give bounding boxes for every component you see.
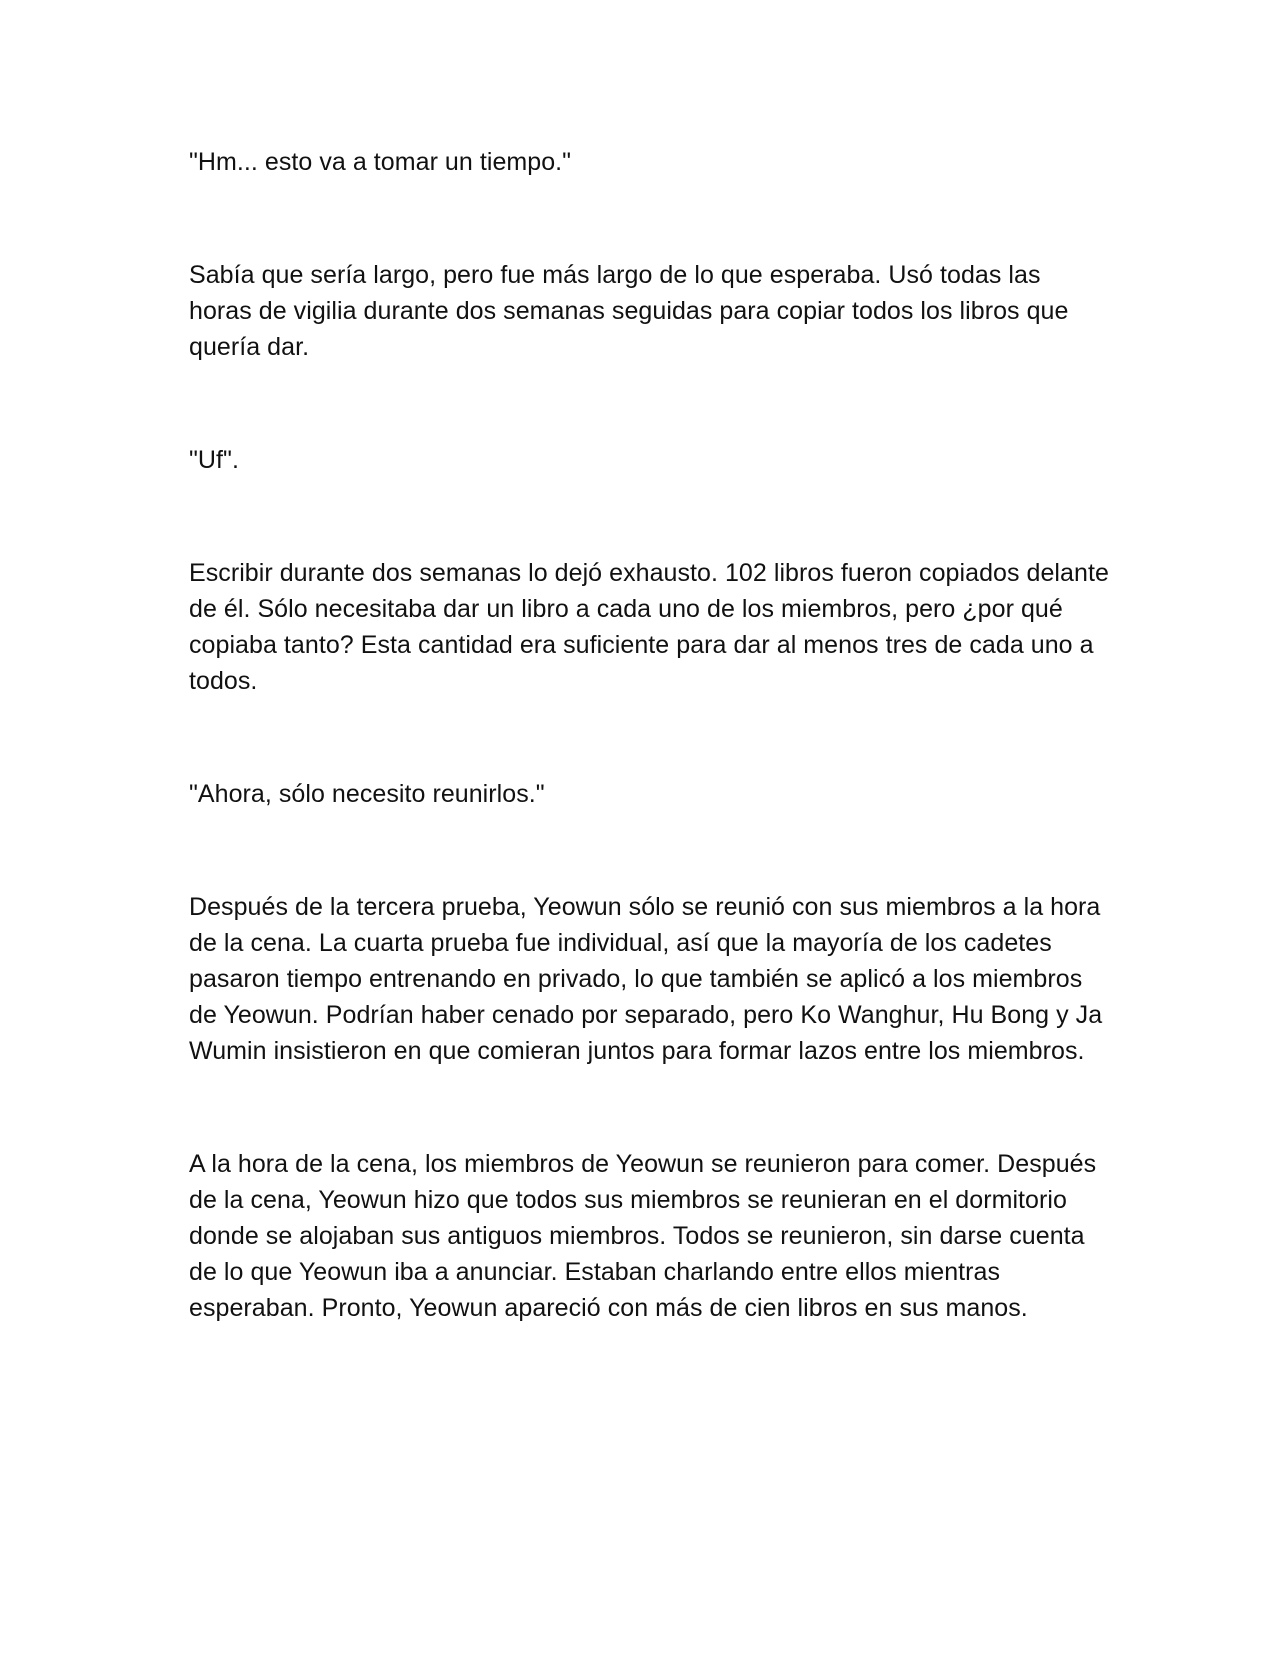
narrative-paragraph: Escribir durante dos semanas lo dejó exhausto. 102 libros fueron copiados delante de él. Sólo necesitaba dar un libro a cada uno de los miembros, pero ¿por qué copiaba tanto? Esta cantidad era suficiente para dar al menos tres de cada uno a todos. bbox=[189, 559, 1109, 695]
narrative-paragraph: A la hora de la cena, los miembros de Yeowun se reunieron para comer. Después de la cena, Yeowun hizo que todos sus miembros se reunieran en el dormitorio donde se alojaban sus antiguos miembros. Todos se reunieron, sin darse cuenta de lo que Yeowun iba a anunciar. Estaban charlando entre ellos mientras esperaban. Pronto, Yeowun apareció con más de cien libros en sus manos. bbox=[189, 1150, 1097, 1322]
narrative-paragraph: Sabía que sería largo, pero fue más largo de lo que esperaba. Usó todas las horas de vigilia durante dos semanas seguidas para copiar todos los libros que quería dar. bbox=[189, 261, 1069, 361]
dialogue-paragraph: "Uf". bbox=[189, 446, 239, 474]
dialogue-paragraph: "Ahora, sólo necesito reunirlos." bbox=[189, 780, 545, 808]
dialogue-paragraph: "Hm... esto va a tomar un tiempo." bbox=[189, 148, 572, 176]
document-body bbox=[189, 144, 1109, 1326]
narrative-paragraph: Después de la tercera prueba, Yeowun sólo se reunió con sus miembros a la hora de la cena. La cuarta prueba fue individual, así que la mayoría de los cadetes pasaron tiempo entrenando en privado, lo que también se aplicó a los miembros de Yeowun. Podrían haber cenado por separado, pero Ko Wanghur, Hu Bong y Ja Wumin insistieron en que comieran juntos para formar lazos entre los miembros. bbox=[189, 893, 1103, 1065]
